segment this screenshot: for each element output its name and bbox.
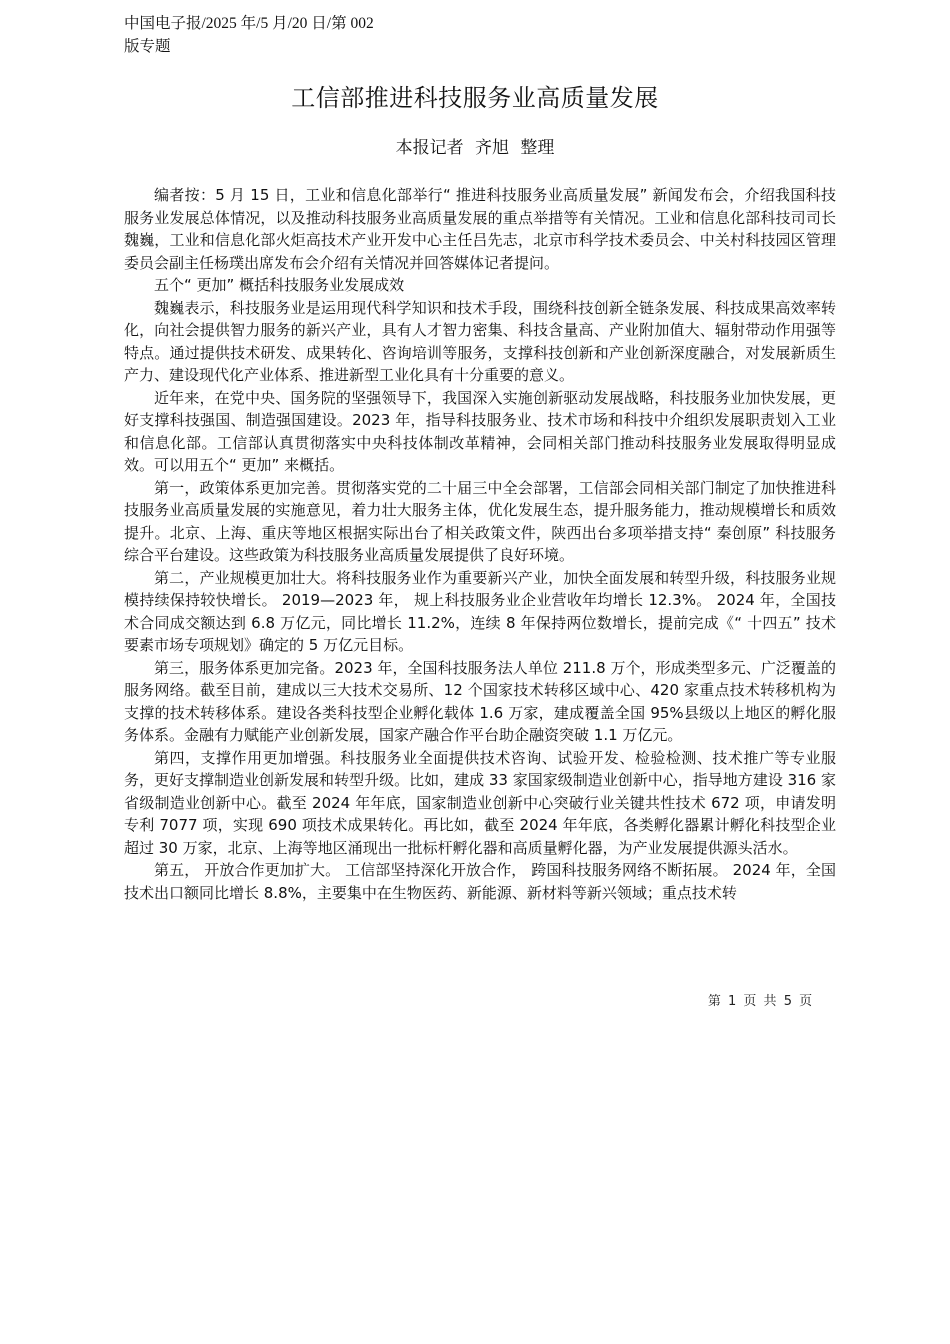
page-number-footer: 第 1 页 共 5 页 — [707, 994, 813, 1009]
section-subheading: 五个“ 更加” 概括科技服务业发展成效 — [154, 276, 405, 294]
body-paragraph: 第五， 开放合作更加扩大。 工信部坚持深化开放合作， 跨国科技服务网络不断拓展。 2024 年，全国技术出口额同比增长 8.8%，主要集中在生物医药、新能源、新材料等新兴领域；重点技术转 — [124, 861, 836, 902]
body-paragraph: 第二，产业规模更加壮大。将科技服务业作为重要新兴产业，加快全面发展和转型升级，科技服务业规模持续保持较快增长。 2019—2023 年， 规上科技服务业企业营收年均增长 12.3%。 2024 年，全国技术合同成交额达到 6.8 万亿元，同比增长 11.2%，连续 8 年保持两位数增长，提前完成《“ 十四五” 技术要素市场专项规划》确定的 5 万亿元目标。 — [124, 568, 836, 654]
publication-header-line-2: 版专题 — [124, 38, 171, 55]
article-body — [124, 184, 836, 904]
body-paragraph: 第三，服务体系更加完备。2023 年，全国科技服务法人单位 211.8 万个，形成类型多元、广泛覆盖的服务网络。截至目前，建成以三大技术交易所、12 个国家技术转移区域中心、420 家重点技术转移机构为支撑的技术转移体系。建设各类科技型企业孵化载体 1.6 万家，建成覆盖全国 95%县级以上地区的孵化服务体系。金融有力赋能产业创新发展，国家产融合作平台助企融资突破 1.1 万亿元。 — [124, 658, 836, 744]
body-paragraph: 第一，政策体系更加完善。贯彻落实党的二十届三中全会部署，工信部会同相关部门制定了加快推进科技服务业高质量发展的实施意见，着力壮大服务主体，优化发展生态，提升服务能力，推动规模增长和质效提升。北京、上海、重庆等地区根据实际出台了相关政策文件，陕西出台多项举措支持“ 秦创原” 科技服务综合平台建设。这些政策为科技服务业高质量发展提供了良好环境。 — [124, 478, 836, 564]
publication-header-line-1: 中国电子报/2025 年/5 月/20 日/第 002 — [124, 15, 374, 32]
body-paragraph: 第四，支撑作用更加增强。科技服务业全面提供技术咨询、试验开发、检验检测、技术推广等专业服务，更好支撑制造业创新发展和转型升级。比如，建成 33 家国家级制造业创新中心，指导地方建设 316 家省级制造业创新中心。截至 2024 年年底，国家制造业创新中心突破行业关键共性技术 672 项，申请发明专利 7077 项，实现 690 项技术成果转化。再比如，截至 2024 年年底，各类孵化器累计孵化科技型企业超过 30 万家，北京、上海等地区涌现出一批标杆孵化器和高质量孵化器，为产业发展提供源头活水。 — [124, 748, 836, 857]
body-paragraph: 魏巍表示，科技服务业是运用现代科学知识和技术手段，围绕科技创新全链条发展、科技成果高效率转化，向社会提供智力服务的新兴产业，具有人才智力密集、科技含量高、产业附加值大、辐射带动作用强等特点。通过提供技术研发、成果转化、咨询培训等服务，支撑科技创新和产业创新深度融合，对发展新质生产力、建设现代化产业体系、推进新型工业化具有十分重要的意义。 — [124, 298, 836, 384]
body-paragraph: 近年来，在党中央、国务院的坚强领导下，我国深入实施创新驱动发展战略，科技服务业加快发展，更好支撑科技强国、制造强国建设。2023 年，指导科技服务业、技术市场和科技中介组织发展职责划入工业和信息化部。工信部认真贯彻落实中央科技体制改革精神，会同相关部门推动科技服务业发展取得明显成效。可以用五个“ 更加” 来概括。 — [124, 388, 836, 474]
article-byline: 本报记者 齐旭 整理 — [395, 138, 555, 158]
editor-note-paragraph: 编者按：5 月 15 日，工业和信息化部举行“ 推进科技服务业高质量发展” 新闻发布会，介绍我国科技服务业发展总体情况，以及推动科技服务业高质量发展的重点举措等有关情况。工业和信息化部科技司司长魏巍，工业和信息化部火炬高技术产业开发中心主任吕先志，北京市科学技术委员会、中关村科技园区管理委员会副主任杨璞出席发布会介绍有关情况并回答媒体记者提问。 — [124, 186, 836, 272]
article-title: 工信部推进科技服务业高质量发展 — [291, 84, 659, 112]
